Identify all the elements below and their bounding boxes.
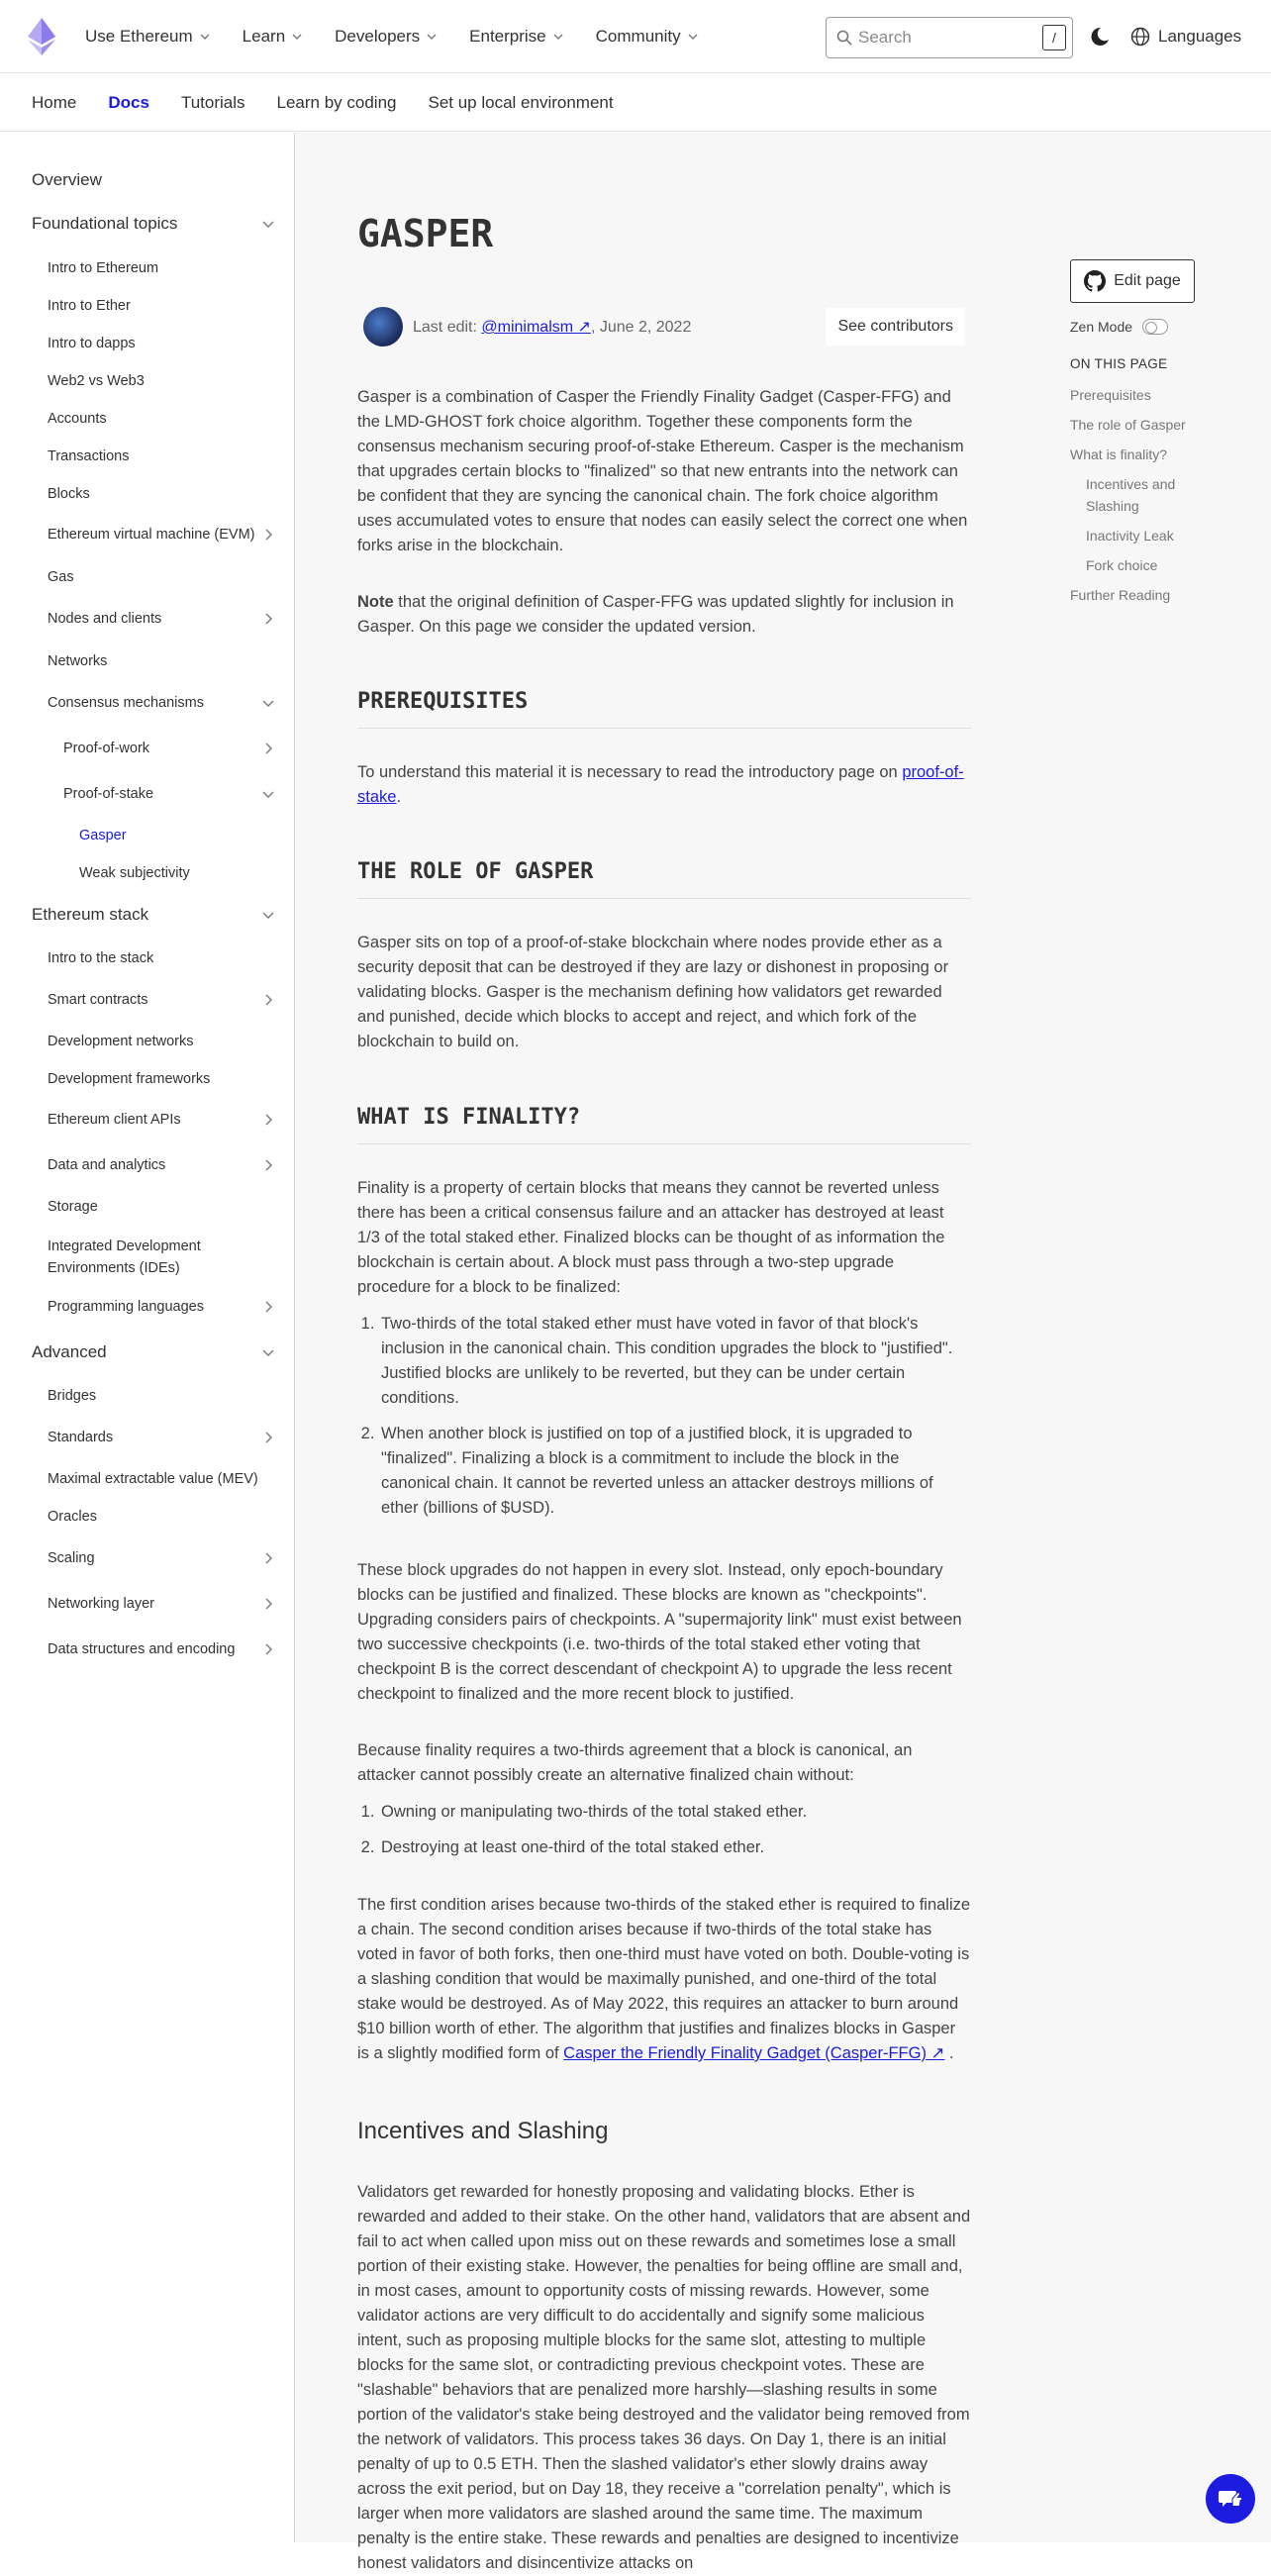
sidebar-label: Ethereum stack xyxy=(32,905,149,924)
sidebar-label: Oracles xyxy=(48,1509,97,1525)
search-shortcut-key: / xyxy=(1042,25,1066,50)
sidebar-item-blocks[interactable] xyxy=(0,486,295,502)
sidebar-label: Foundational topics xyxy=(32,214,178,233)
sidebar-label: Scaling xyxy=(48,1550,95,1566)
nav-community[interactable] xyxy=(596,27,699,47)
sidebar-item-bridges[interactable] xyxy=(0,1388,295,1404)
chevron-right-icon xyxy=(261,1551,275,1565)
chevron-right-icon xyxy=(261,742,275,755)
edit-page-label: Edit page xyxy=(1114,272,1181,289)
heading-divider xyxy=(357,728,971,729)
note-paragraph xyxy=(357,590,971,640)
sidebar-item-gas[interactable] xyxy=(0,569,295,585)
list-item: 2. Destroying at least one-third of the total staked ether. xyxy=(379,1835,971,1860)
sidebar-item-intro-stack[interactable] xyxy=(0,950,295,966)
subnav-home[interactable]: Home xyxy=(32,92,77,112)
intro-paragraph: Gasper is a combination of Casper the Friendly Finality Gadget (Casper-FFG) and the LMD-GHOST fork choice algorithm. Together these components form the consensus mechanism securing proof-of-stake Ethereum. Casper is the mechanism that upgrades certain blocks to "finalized" so that new entrants into the network can be confident that they are syncing the canonical chain. The fork choice algorithm uses accumulated votes to ensure that nodes can easily select the correct one when forks arise in the blockchain. xyxy=(357,388,968,554)
chevron-down-icon xyxy=(261,787,275,801)
sidebar-label: Smart contracts xyxy=(48,992,148,1008)
last-edit-label: Last edit: xyxy=(413,319,477,336)
chevron-right-icon xyxy=(261,1642,275,1656)
nav-label: Community xyxy=(595,27,681,46)
nav-label: Use Ethereum xyxy=(85,27,193,46)
sidebar-label: Gas xyxy=(48,569,74,585)
conditions-text: The first condition arises because two-thirds of the staked ether is required to finalize a chain. The second condition arises because if two-thirds of the total stake has voted in favor of both forks, then one-third must have voted on both. Double-voting is a slashing condition that would be maximally punished, and one-third of the total stake would be destroyed. As of May 2022, this requires an attacker to burn around $10 billion worth of ether. The algorithm that justifies and finalizes blocks in Gasper is a slightly modified form of xyxy=(357,1896,971,2062)
chevron-down-icon xyxy=(261,908,275,922)
toc-item-further-reading[interactable]: Further Reading xyxy=(1070,587,1171,603)
sidebar-label: Data structures and encoding xyxy=(48,1641,236,1657)
ethereum-logo-icon[interactable] xyxy=(28,18,55,55)
sidebar-item-nodes[interactable] xyxy=(0,611,295,627)
chevron-right-icon xyxy=(261,1300,275,1314)
chevron-down-icon xyxy=(261,1345,275,1359)
sidebar-label: Proof-of-work xyxy=(63,741,150,756)
sidebar-label: Environments (IDEs) xyxy=(48,1260,180,1276)
sidebar-item-foundational[interactable] xyxy=(0,214,295,234)
sidebar-item-oracles[interactable] xyxy=(0,1509,295,1525)
sidebar-item-intro-dapps[interactable] xyxy=(0,336,295,351)
list-item: 2. When another block is justified on top of a justified block, it is upgraded to "finalized". Finalizing a block is a commitment to include the block in the canonical chain. It cannot be reverted unless an attacker destroys millions of ether (billions of $USD). xyxy=(379,1422,971,1521)
chevron-down-icon xyxy=(291,31,303,43)
attack-conditions-list xyxy=(357,1800,971,1871)
sidebar-item-networks[interactable] xyxy=(0,653,295,669)
sidebar-label: Intro to Ether xyxy=(48,298,131,314)
finality-paragraph: Finality is a property of certain blocks that means they cannot be reverted unless there has been a critical consensus failure and an attacker has destroyed at least 1/3 of the total staked ether. Finalized blocks can be thought of as information the blockchain is certain about. A block must pass through a two-step upgrade procedure for a block to be finalized: xyxy=(357,1179,945,1296)
heading-what-is-finality: WHAT IS FINALITY? xyxy=(357,1105,581,1130)
sidebar-label: Storage xyxy=(48,1199,98,1215)
sidebar-label: Ethereum client APIs xyxy=(48,1112,181,1128)
page-title: GASPER xyxy=(357,212,494,255)
sidebar-item-ides[interactable] xyxy=(0,1236,295,1279)
sidebar-item-web2-web3[interactable] xyxy=(0,373,295,389)
toc-item-what-is-finality[interactable]: What is finality? xyxy=(1070,446,1168,462)
sidebar-label: Bridges xyxy=(48,1388,97,1404)
sidebar-item-evm[interactable] xyxy=(0,527,295,543)
languages-label: Languages xyxy=(1158,27,1242,46)
conditions-end: . xyxy=(944,2044,954,2062)
list-item: 1. Owning or manipulating two-thirds of the total staked ether. xyxy=(379,1800,971,1825)
sidebar-label: Advanced xyxy=(32,1342,107,1361)
sidebar-label: Integrated Development xyxy=(48,1238,201,1254)
prereq-paragraph xyxy=(357,760,971,810)
chevron-right-icon xyxy=(261,993,275,1007)
author-avatar[interactable] xyxy=(363,307,403,347)
sidebar-item-advanced[interactable] xyxy=(0,1342,295,1362)
github-icon xyxy=(1084,270,1106,292)
sidebar-item-accounts[interactable] xyxy=(0,411,295,427)
docs-sidebar xyxy=(0,133,295,2542)
sidebar-item-gasper[interactable] xyxy=(0,828,295,843)
docs-subnav xyxy=(0,74,1271,132)
nav-learn[interactable] xyxy=(243,27,303,47)
chevron-down-icon xyxy=(261,696,275,710)
chevron-down-icon xyxy=(687,31,699,43)
search-box[interactable] xyxy=(826,17,1073,58)
sidebar-item-dev-networks[interactable] xyxy=(0,1034,295,1049)
sidebar-label: Standards xyxy=(48,1430,114,1445)
subnav-tutorials[interactable]: Tutorials xyxy=(180,92,245,112)
nav-developers[interactable] xyxy=(335,27,438,47)
sidebar-label: Maximal extractable value (MEV) xyxy=(48,1471,258,1487)
author-name: @minimalsm xyxy=(481,319,574,336)
sidebar-item-storage[interactable] xyxy=(0,1199,295,1215)
chevron-right-icon xyxy=(261,1158,275,1172)
sidebar-label: Data and analytics xyxy=(48,1157,166,1173)
last-edit-date: , June 2, 2022 xyxy=(590,319,692,336)
prereq-end: . xyxy=(396,788,402,806)
note-bold: Note xyxy=(357,593,394,611)
casper-ffg-link[interactable]: Casper the Friendly Finality Gadget (Casper-FFG) ↗ xyxy=(563,2044,945,2062)
languages-button[interactable] xyxy=(1130,0,1241,73)
sidebar-label: Intro to dapps xyxy=(48,336,136,351)
author-link[interactable]: @minimalsm ↗ xyxy=(481,319,591,336)
chevron-right-icon xyxy=(261,1431,275,1444)
casper-ffg-link-label: Casper the Friendly Finality Gadget (Casper-FFG) xyxy=(563,2044,927,2062)
sidebar-item-scaling[interactable] xyxy=(0,1550,295,1566)
sidebar-label: Networking layer xyxy=(48,1596,154,1612)
heading-incentives-slashing: Incentives and Slashing xyxy=(357,2118,609,2144)
sidebar-label: Networks xyxy=(48,653,108,669)
sidebar-item-programming-languages[interactable] xyxy=(0,1299,295,1315)
sidebar-item-overview[interactable] xyxy=(0,170,295,190)
nav-label: Enterprise xyxy=(469,27,546,46)
list-item: 1. Two-thirds of the total staked ether must have voted in favor of that block's inclusion in the canonical chain. This condition upgrades the block to "justified". Justified blocks are unlikely to be reverted, but they can be under certain conditions. xyxy=(379,1312,971,1411)
subnav-learn-by-coding[interactable]: Learn by coding xyxy=(276,92,397,112)
sidebar-label: Blocks xyxy=(48,486,90,502)
sidebar-item-proof-of-stake[interactable] xyxy=(0,786,295,802)
incentives-paragraph: Validators get rewarded for honestly proposing and validating blocks. Ether is rewarded and added to their stake. On the other hand, validators that are absent and fail to act when called upon miss out on these rewards and sometimes lose a small portion of their existing stake. However, the penalties for being offline are small and, in most cases, amount to opportunity costs of missing rewards. However, some validator actions are very difficult to do accidentally and signify some malicious intent, such as proposing multiple blocks for the same slot, attesting to multiple blocks for the same slot, or contradicting previous checkpoint votes. These are "slashable" behaviors that are penalized more harshly—slashing results in some portion of the validator's stake being destroyed and the validator being removed from the network of validators. This process takes 36 days. On Day 1, there is an initial penalty of up to 0.5 ETH. Then the slashed validator's ether slowly drains away across the exit period, but on Day 18, they receive a "correlation penalty", which is larger when more validators are slashed around the same time. The maximum penalty is the entire stake. These rewards and penalties are designed to incentivize honest validators and disincentivize attacks on xyxy=(357,2183,971,2572)
search-icon xyxy=(836,30,852,46)
nav-label: Developers xyxy=(335,27,421,46)
sidebar-label: Accounts xyxy=(48,411,107,427)
sidebar-item-proof-of-work[interactable] xyxy=(0,741,295,756)
sidebar-item-mev[interactable] xyxy=(0,1471,295,1487)
heading-divider xyxy=(357,898,971,899)
proof-of-stake-link[interactable]: proof-of-stake xyxy=(357,763,964,806)
sidebar-label: Consensus mechanisms xyxy=(48,695,204,711)
upgrades-paragraph: These block upgrades do not happen in every slot. Instead, only epoch-boundary blocks can be justified and finalized. These blocks are known as "checkpoints". Upgrading considers pairs of checkpoints. A "supermajority link" must exist between two successive checkpoints (i.e. two-thirds of the total staked ether voting that checkpoint B is the correct descendant of checkpoint A) to upgrade the less recent checkpoint to finalized and the more recent block to justified. xyxy=(357,1561,962,1703)
sidebar-label: Programming languages xyxy=(48,1299,204,1315)
sidebar-item-ethereum-stack[interactable] xyxy=(0,905,295,925)
sidebar-item-weak-subjectivity[interactable] xyxy=(0,865,295,881)
top-navbar xyxy=(0,0,1271,73)
toc-item-incentives[interactable]: Incentives and xyxy=(1086,476,1176,492)
sidebar-item-standards[interactable] xyxy=(0,1430,295,1445)
sidebar-label: Transactions xyxy=(48,448,130,464)
sidebar-label: Proof-of-stake xyxy=(63,786,154,802)
sidebar-label: Ethereum virtual machine (EVM) xyxy=(48,527,255,543)
nav-label: Learn xyxy=(242,27,286,46)
sidebar-item-intro-ethereum[interactable] xyxy=(0,260,295,276)
toc-item-role-of-gasper[interactable]: The role of Gasper xyxy=(1070,417,1186,433)
because-paragraph: Because finality requires a two-thirds agreement that a block is canonical, an attacker cannot possibly create an alternative finalized chain without: xyxy=(357,1741,913,1784)
prereq-text: To understand this material it is necessary to read the introductory page on xyxy=(357,763,903,781)
sidebar-label: Nodes and clients xyxy=(48,611,162,627)
toc-item-inactivity-leak[interactable]: Inactivity Leak xyxy=(1086,528,1174,544)
chevron-down-icon xyxy=(199,31,211,43)
sidebar-item-intro-ether[interactable] xyxy=(0,298,295,314)
feedback-help-button[interactable] xyxy=(1206,2474,1255,2524)
chevron-right-icon xyxy=(261,1113,275,1127)
heading-role-of-gasper: THE ROLE OF GASPER xyxy=(357,859,594,884)
chevron-down-icon xyxy=(426,31,438,43)
chevron-right-icon xyxy=(261,612,275,626)
sidebar-item-dev-frameworks[interactable] xyxy=(0,1071,295,1087)
finality-steps-list xyxy=(357,1312,971,1532)
toc-item-slashing[interactable]: Slashing xyxy=(1086,498,1139,514)
sidebar-item-networking-layer[interactable] xyxy=(0,1596,295,1612)
conditions-paragraph xyxy=(357,1893,971,2066)
subnav-local-environment[interactable]: Set up local environment xyxy=(428,92,614,112)
sidebar-label: Development networks xyxy=(48,1034,194,1049)
role-paragraph: Gasper sits on top of a proof-of-stake blockchain where nodes provide ether as a security deposit that can be destroyed if they are lazy or dishonest in proposing or validating blocks. Gasper is the mechanism defining how validators get rewarded and punished, decide which blocks to accept and reject, and which fork of the blockchain to build on. xyxy=(357,934,949,1050)
chat-hand-icon xyxy=(1217,2485,1244,2513)
see-contributors-button[interactable]: See contributors xyxy=(826,308,965,346)
heading-divider xyxy=(357,1143,971,1144)
search-input[interactable] xyxy=(858,28,1027,48)
zen-mode-label: Zen Mode xyxy=(1070,319,1133,335)
sidebar-item-transactions[interactable] xyxy=(0,448,295,464)
chevron-right-icon xyxy=(261,528,275,542)
nav-use-ethereum[interactable] xyxy=(85,27,211,47)
sidebar-item-smart-contracts[interactable] xyxy=(0,992,295,1008)
sidebar-label: Development frameworks xyxy=(48,1071,211,1087)
sidebar-item-client-apis[interactable] xyxy=(0,1112,295,1128)
sidebar-item-data-structures[interactable] xyxy=(0,1641,295,1657)
zen-mode-toggle[interactable] xyxy=(1142,319,1168,335)
note-text: that the original definition of Casper-FFG was updated slightly for inclusion in Gasper. On this page we consider the updated version. xyxy=(357,593,954,636)
toc-item-fork-choice[interactable]: Fork choice xyxy=(1086,557,1158,573)
sidebar-label: Overview xyxy=(32,170,102,189)
chevron-down-icon xyxy=(552,31,564,43)
dark-mode-moon-icon[interactable] xyxy=(1089,26,1111,48)
nav-enterprise[interactable] xyxy=(469,27,563,47)
chevron-right-icon xyxy=(261,1597,275,1611)
on-this-page-toc xyxy=(1070,356,1209,371)
subnav-docs[interactable]: Docs xyxy=(108,92,149,112)
last-edit-bar xyxy=(357,306,971,347)
zen-mode-control xyxy=(1070,319,1168,335)
heading-prerequisites: PREREQUISITES xyxy=(357,689,529,714)
sidebar-label: Intro to the stack xyxy=(48,950,154,966)
toc-item-prerequisites[interactable]: Prerequisites xyxy=(1070,387,1151,403)
sidebar-item-data-analytics[interactable] xyxy=(0,1157,295,1173)
sidebar-label: Intro to Ethereum xyxy=(48,260,159,276)
edit-page-button[interactable] xyxy=(1070,259,1195,303)
last-edit-text xyxy=(413,317,691,337)
toc-heading: ON THIS PAGE xyxy=(1070,356,1168,371)
sidebar-label: Gasper xyxy=(79,828,127,843)
globe-icon xyxy=(1130,27,1150,47)
sidebar-label: Weak subjectivity xyxy=(79,865,190,881)
chevron-down-icon xyxy=(261,217,275,231)
sidebar-label: Web2 vs Web3 xyxy=(48,373,145,389)
sidebar-item-consensus[interactable] xyxy=(0,695,295,711)
